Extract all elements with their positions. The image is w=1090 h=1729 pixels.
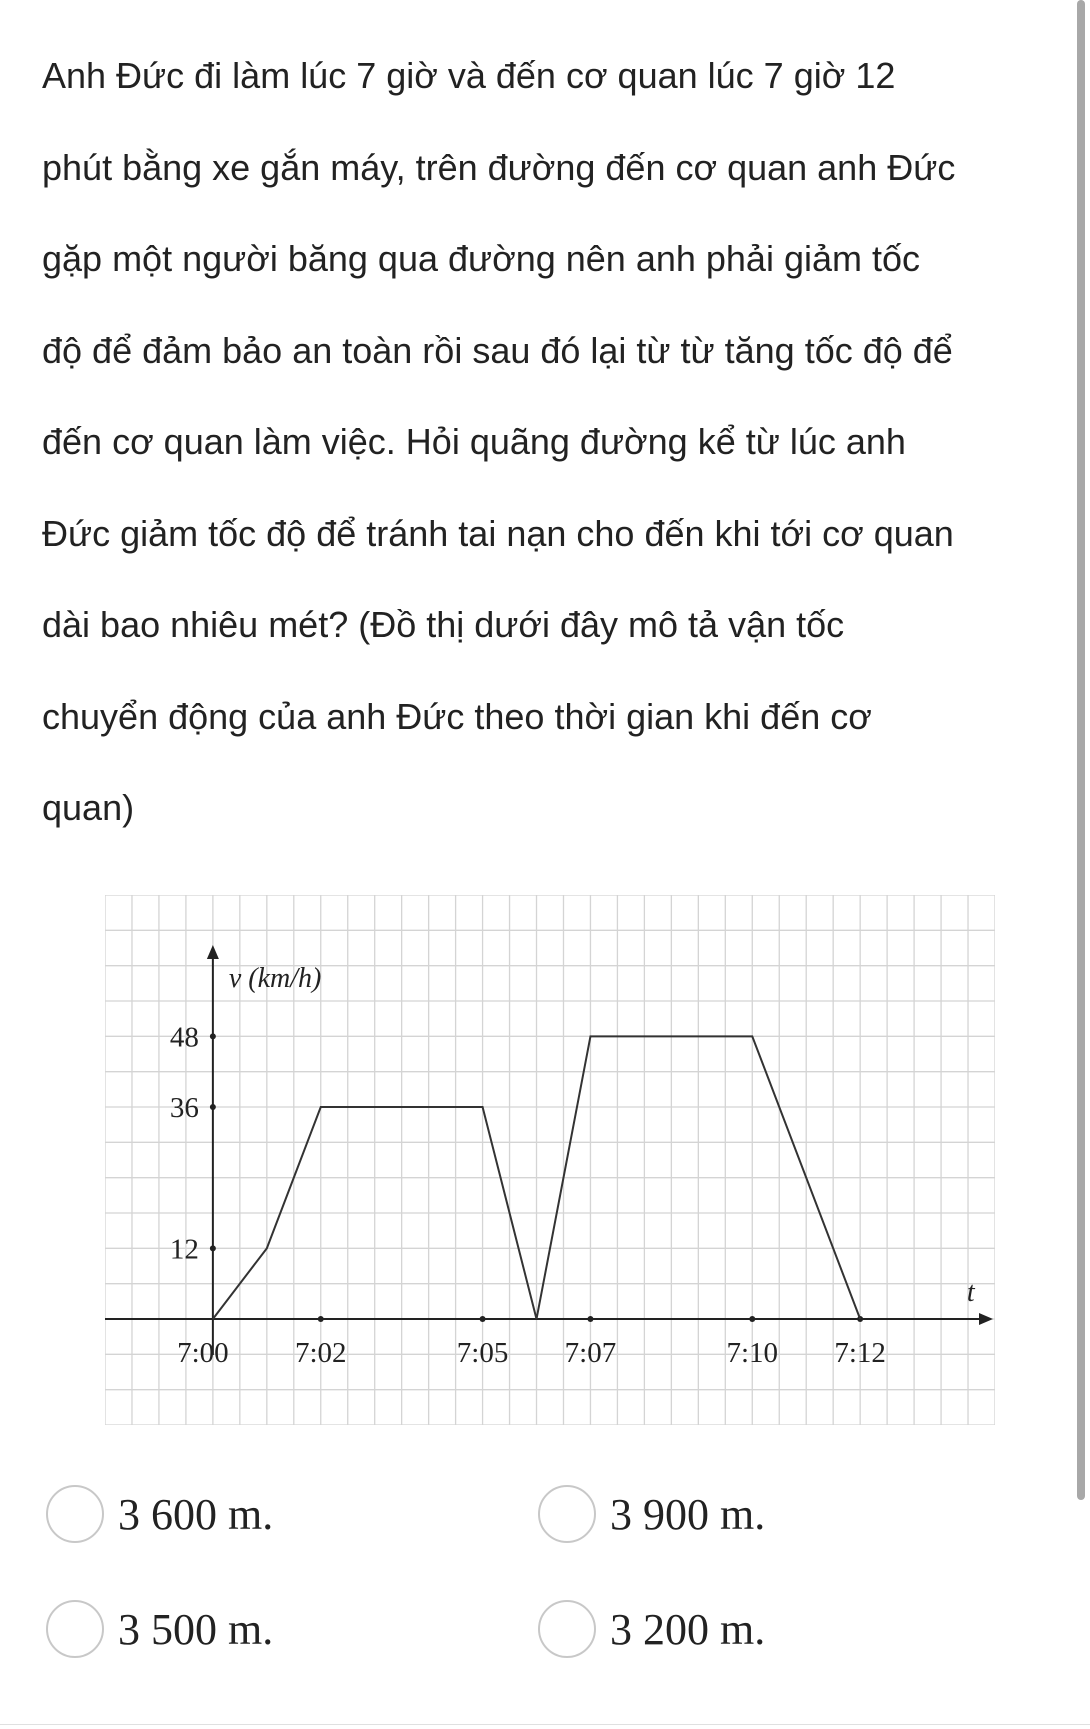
x-axis-title: t (966, 1277, 975, 1308)
radio-button[interactable] (46, 1600, 104, 1658)
question-line: chuyển động của anh Đức theo thời gian khi đến cơ (42, 695, 872, 737)
answer-option-d[interactable] (538, 1600, 765, 1658)
question-line: dài bao nhiêu mét? (Đồ thị dưới đây mô tả vận tốc (42, 604, 845, 645)
answer-option-label: 3 500 m. (118, 1604, 274, 1654)
y-tick-label: 48 (169, 1021, 199, 1054)
x-tick-label: 7:05 (456, 1337, 509, 1369)
question-line: gặp một người băng qua đường nên anh phải giảm tốc (42, 238, 921, 279)
x-tick-dot (749, 1316, 755, 1322)
question-line: phút bằng xe gắn máy, trên đường đến cơ quan anh Đức (42, 146, 956, 188)
chart-svg (105, 895, 995, 1425)
question-text (42, 30, 1052, 854)
x-tick-dot (318, 1316, 324, 1322)
y-axis-title: v (km/h) (228, 963, 322, 994)
x-tick-label: 7:02 (294, 1337, 347, 1369)
answer-option-label: 3 600 m. (118, 1489, 274, 1539)
question-line: độ để đảm bảo an toàn rồi sau đó lại từ từ tăng tốc độ để (42, 329, 953, 371)
x-tick-label: 7:10 (726, 1337, 779, 1369)
x-tick-label: 7:07 (564, 1337, 617, 1369)
question-line: đến cơ quan làm việc. Hỏi quãng đường kể từ lúc anh (42, 421, 906, 462)
vertical-scrollbar[interactable] (1077, 0, 1085, 1500)
answer-option-label: 3 900 m. (610, 1489, 766, 1539)
y-tick-dot (210, 1033, 216, 1039)
y-tick-dot (210, 1245, 216, 1251)
y-tick-label: 12 (169, 1233, 199, 1266)
question-line: Đức giảm tốc độ để tránh tai nạn cho đến khi tới cơ quan (42, 512, 954, 554)
answer-option-label: 3 200 m. (610, 1604, 766, 1654)
x-axis-arrow (979, 1313, 993, 1325)
x-tick-dot (480, 1316, 486, 1322)
x-tick-label: 7:12 (834, 1337, 886, 1369)
bottom-divider (0, 1724, 1090, 1725)
radio-button[interactable] (46, 1485, 104, 1543)
y-tick-label: 36 (169, 1092, 199, 1124)
radio-button[interactable] (538, 1600, 596, 1658)
answer-option-a[interactable] (46, 1485, 273, 1543)
y-axis-arrow (207, 945, 219, 959)
x-tick-label: 7:00 (177, 1337, 229, 1369)
question-line: quan) (42, 787, 135, 828)
question-line: Anh Đức đi làm lúc 7 giờ và đến cơ quan lúc 7 giờ 12 (42, 55, 896, 96)
y-tick-dot (210, 1104, 216, 1110)
velocity-time-chart (105, 895, 995, 1425)
answer-option-b[interactable] (538, 1485, 765, 1543)
answer-option-c[interactable] (46, 1600, 273, 1658)
x-tick-dot (587, 1316, 593, 1322)
radio-button[interactable] (538, 1485, 596, 1543)
